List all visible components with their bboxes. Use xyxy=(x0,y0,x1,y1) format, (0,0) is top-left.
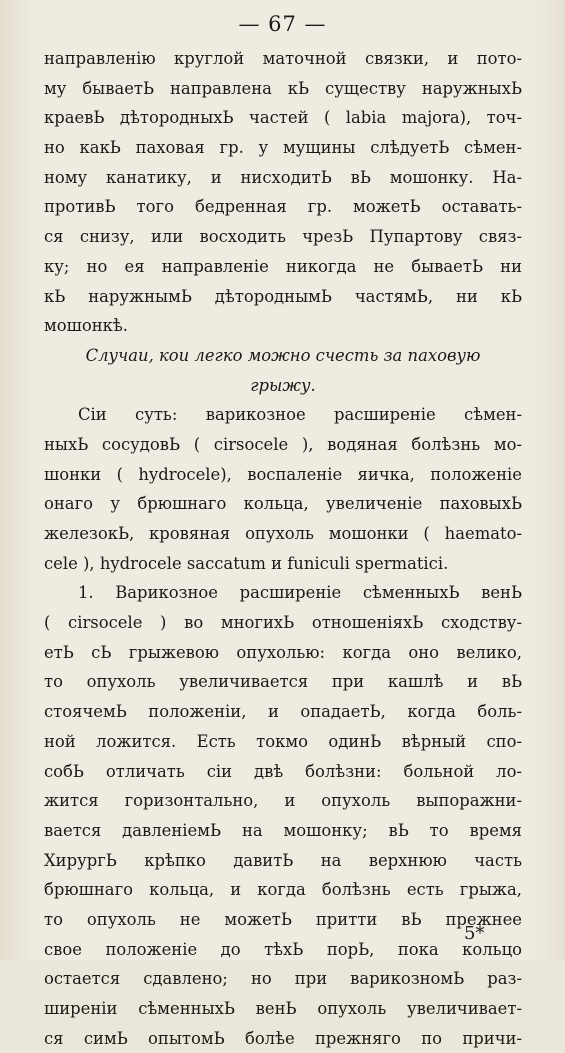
text-line: кЬ наружнымЬ дѣтороднымЬ частямЬ, ни кЬ xyxy=(44,286,522,306)
text-line: ся симЬ опытомЬ болѣе прежняго по причи- xyxy=(44,1028,522,1048)
text-line: направленію круглой маточной связки, и пото- xyxy=(44,49,522,68)
text-line: ( cirsocele ) во многихЬ отношеніяхЬ сходству- xyxy=(44,613,522,633)
section-heading: Случаи, кои легко можно счесть за паховую xyxy=(85,345,481,365)
text-line: ХирургЬ крѣпко давитЬ на верхнюю часть xyxy=(44,850,522,870)
text-line: но какЬ паховая гр. у мущины слѣдуетЬ сѣмен- xyxy=(44,138,522,158)
text-line: шонки ( hydrocele), воспаленіе яичка, положеніе xyxy=(44,464,522,484)
section-heading: грыжу. xyxy=(250,375,316,395)
text-line: стоячемЬ положеніи, и опадаетЬ, когда боль- xyxy=(44,702,522,722)
text-line: остается сдавлено; но при варикозномЬ раз- xyxy=(44,969,522,989)
text-line: то опухоль не можетЬ притти вЬ прежнее xyxy=(44,909,522,929)
text-line: вается давленіемЬ на мошонку; вЬ то время xyxy=(44,820,522,840)
text-line: брюшнаго кольца, и когда болѣзнь есть грыжа, xyxy=(44,880,522,900)
body-text xyxy=(44,44,522,1053)
text-line: мошонкѣ. xyxy=(44,316,128,336)
text-line: собЬ отличать сіи двѣ болѣзни: больной ло- xyxy=(44,761,522,781)
text-line: 1. Варикозное расширеніе сѣменныхЬ венЬ xyxy=(78,583,522,603)
page-number: — 67 — xyxy=(238,12,327,36)
text-line: онаго у брюшнаго кольца, увеличеніе паховыхЬ xyxy=(44,494,522,514)
text-line: ку; но ея направленіе никогда не бываетЬ ни xyxy=(44,256,522,276)
text-line: свое положеніе до тѣхЬ порЬ, пока кольцо xyxy=(44,939,522,959)
text-line: то опухоль увеличивается при кашлѣ и вЬ xyxy=(44,672,522,692)
text-line: ширеніи сѣменныхЬ венЬ опухоль увеличивает- xyxy=(44,999,522,1018)
text-line: жится горизонтально, и опухоль выпоражни- xyxy=(44,791,522,811)
text-line: краевЬ дѣтородныхЬ частей ( labia majora), точ- xyxy=(44,108,522,128)
text-line: ному канатику, и нисходитЬ вЬ мошонку. На- xyxy=(44,167,522,187)
text-line: ной ложится. Есть токмо одинЬ вѣрный спо- xyxy=(44,731,522,751)
text-line: ныхЬ сосудовЬ ( cirsocele ), водяная болѣзнь мо- xyxy=(44,434,522,454)
text-line: железокЬ, кровяная опухоль мошонки ( haemato- xyxy=(44,524,522,543)
text-line: противЬ того бедренная гр. можетЬ оставать- xyxy=(44,197,522,217)
text-line: етЬ сЬ грыжевою опухолью: когда оно велико, xyxy=(44,642,522,662)
text-line: му бываетЬ направлена кЬ существу наружныхЬ xyxy=(44,78,522,98)
text-line: cele ), hydrocele saccatum и funiculi spermatici. xyxy=(44,553,449,573)
text-line: Сіи суть: варикозное расширеніе сѣмен- xyxy=(78,405,522,425)
text-line: ся снизу, или восходить чрезЬ Пупартову связ- xyxy=(44,227,522,247)
signature-mark: 5* xyxy=(464,923,485,944)
